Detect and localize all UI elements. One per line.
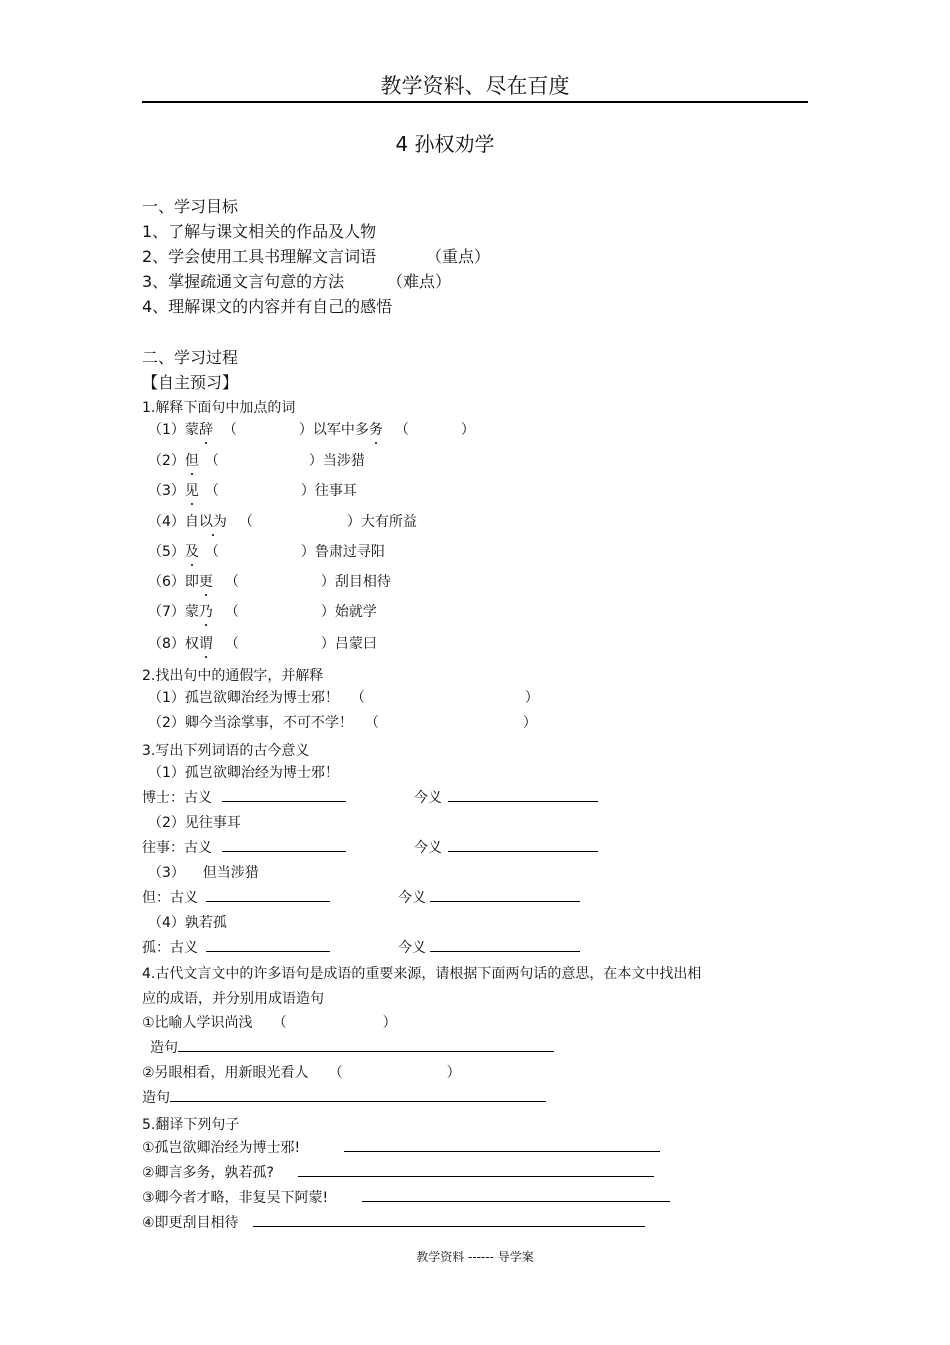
q1-dotted-word: 及 — [185, 541, 199, 561]
q1-context: 以军中多 — [312, 422, 369, 438]
q1-dotted-word: 见 — [185, 480, 199, 500]
q3-modern-blank[interactable] — [448, 787, 598, 802]
q2-answer-open: （ — [350, 690, 365, 706]
q5-sentence: ①孤岂欲卿治经为博士邪! — [142, 1140, 301, 1156]
q3-sentence: （4）孰若孤 — [148, 915, 227, 931]
q1-answer-close: ） — [320, 604, 335, 620]
q5-heading: 5.翻译下列句子 — [142, 1117, 240, 1133]
objectives-heading: 一、学习目标 — [142, 197, 239, 216]
q1-dotted-word: 但 — [185, 450, 199, 470]
q1-number: （1） — [148, 422, 185, 438]
q4-sentence-blank[interactable] — [178, 1037, 554, 1052]
q3-sentence: （3） 但当涉猎 — [148, 865, 259, 881]
q3-modern-label: 今义 — [414, 840, 442, 856]
objective-item: 4、理解课文的内容并有自己的感悟 — [142, 297, 393, 316]
q5-item — [142, 1137, 660, 1157]
objective-tag: （难点） — [387, 272, 452, 291]
q5-answer-blank[interactable] — [344, 1137, 660, 1152]
q5-answer-blank[interactable] — [253, 1212, 645, 1227]
objective-item: 2、学会使用工具书理解文言词语 — [142, 247, 377, 266]
q5-answer-blank[interactable] — [362, 1187, 670, 1202]
q1-context: 吕蒙曰 — [334, 636, 377, 652]
q3-ancient-blank[interactable] — [206, 887, 330, 902]
q1-context: 鲁肃过寻阳 — [314, 544, 385, 560]
q1-answer-open: （ — [224, 604, 239, 620]
q1-number: （4） — [148, 514, 185, 530]
q3-ancient-blank[interactable] — [222, 787, 346, 802]
q3-sentence: （2）见往事耳 — [148, 815, 241, 831]
q1-number: （8） — [148, 636, 185, 652]
q1-answer-close: ） — [460, 422, 475, 438]
q5-item — [142, 1212, 645, 1232]
q1-answer-close: ） — [346, 514, 361, 530]
q4-sentence-row — [150, 1037, 554, 1057]
q1-context: 当涉猎 — [322, 453, 365, 469]
q1-row — [148, 450, 365, 470]
q2-row — [148, 687, 539, 707]
q1-number: （5） — [148, 544, 185, 560]
objective-item: 3、掌握疏通文言句意的方法 — [142, 272, 345, 291]
q1-answer-close: ） — [320, 636, 335, 652]
q4-instructions-cont: 应的成语，并分别用成语造句 — [142, 991, 324, 1007]
q1-word: 自 — [184, 514, 199, 530]
page-footer: 教学资料 ------ 导学案 — [416, 1250, 534, 1264]
q4-make-label: 造句 — [142, 1090, 170, 1106]
q3-modern-blank[interactable] — [448, 837, 598, 852]
q1-answer-close: ） — [300, 544, 315, 560]
q1-context: 往事耳 — [314, 483, 357, 499]
q5-item — [142, 1187, 670, 1207]
q3-ancient-label: 往事：古义 — [142, 840, 212, 856]
q3-ancient-label: 孤：古义 — [142, 940, 198, 956]
q1-word: 蒙 — [184, 604, 199, 620]
q1-row — [148, 541, 385, 561]
q4-answer-close: ） — [446, 1065, 461, 1081]
q3-ancient-blank[interactable] — [222, 837, 346, 852]
q1-row — [148, 511, 417, 531]
q1-number: （6） — [148, 574, 185, 590]
q1-word: 即 — [184, 574, 199, 590]
q4-instructions: 4.古代文言文中的许多语句是成语的重要来源，请根据下面两句话的意思，在本文中找出相 — [142, 966, 702, 982]
q3-term-row — [142, 887, 580, 907]
q2-answer-close: ） — [522, 715, 537, 731]
q4-answer-open: （ — [328, 1065, 343, 1081]
q1-dotted-word: 以为 — [199, 511, 227, 531]
objective-item: 1、了解与课文相关的作品及人物 — [142, 222, 377, 241]
q3-modern-label: 今义 — [414, 790, 442, 806]
q2-sentence: （2）卿今当涂掌事，不可不学！ — [148, 715, 353, 731]
q3-ancient-blank[interactable] — [206, 937, 330, 952]
q3-modern-blank[interactable] — [430, 937, 580, 952]
q4-prompt: ①比喻人学识尚浅 — [142, 1015, 253, 1031]
q4-item — [142, 1012, 397, 1032]
q4-sentence-row — [142, 1087, 546, 1107]
q1-word: 权 — [184, 636, 199, 652]
q3-modern-label: 今义 — [398, 890, 426, 906]
q4-sentence-blank[interactable] — [170, 1087, 546, 1102]
q1-answer-open: （ — [224, 636, 239, 652]
q1-row — [148, 571, 391, 591]
q3-term-row — [142, 837, 598, 857]
q1-answer-open: （ — [238, 514, 253, 530]
q1-answer-open: （ — [204, 453, 219, 469]
q1-number: （3） — [148, 483, 185, 499]
q1-row — [148, 633, 377, 653]
q1-answer-close: ） — [308, 453, 323, 469]
q1-answer-open: （ — [394, 422, 409, 438]
q1-answer-open: （ — [224, 574, 239, 590]
page-header: 教学资料、尽在百度 — [380, 74, 570, 98]
q3-ancient-label: 但：古义 — [142, 890, 198, 906]
q2-answer-close: ） — [524, 690, 539, 706]
q3-ancient-label: 博士：古义 — [142, 790, 212, 806]
q5-sentence: ④即更刮目相待 — [142, 1215, 239, 1231]
q1-heading: 1.解释下面句中加点的词 — [142, 400, 296, 416]
q4-prompt: ②另眼相看，用新眼光看人 — [142, 1065, 309, 1081]
q4-item — [142, 1062, 461, 1082]
process-heading: 二、学习过程 — [142, 348, 239, 367]
preview-heading: 【自主预习】 — [142, 373, 239, 392]
q3-sentence: （1）孤岂欲卿治经为博士邪！ — [148, 765, 339, 781]
header-rule — [142, 101, 808, 103]
lesson-title: 4 孙权劝学 — [395, 132, 495, 156]
q5-sentence: ②卿言多务，孰若孤? — [142, 1165, 274, 1181]
q1-answer-open: （ — [222, 422, 237, 438]
q4-answer-open: （ — [272, 1015, 287, 1031]
q2-answer-open: （ — [364, 715, 379, 731]
q3-term-row — [142, 787, 598, 807]
q1-word: 蒙 — [184, 422, 199, 438]
q1-context: 始就学 — [334, 604, 377, 620]
q1-context: 大有所益 — [360, 514, 417, 530]
q1-answer-open: （ — [204, 483, 219, 499]
q1-dotted-word: 更 — [199, 571, 213, 591]
q1-number: （2） — [148, 453, 185, 469]
q4-answer-close: ） — [382, 1015, 397, 1031]
q1-row — [148, 419, 475, 439]
q2-sentence: （1）孤岂欲卿治经为博士邪！ — [148, 690, 339, 706]
q5-item — [142, 1162, 654, 1182]
q1-number: （7） — [148, 604, 185, 620]
q5-answer-blank[interactable] — [298, 1162, 654, 1177]
q1-answer-close: ） — [320, 574, 335, 590]
q1-dotted-word: 乃 — [199, 601, 213, 621]
q1-context: 刮目相待 — [334, 574, 391, 590]
q3-term-row — [142, 937, 580, 957]
q1-answer-open: （ — [204, 544, 219, 560]
q1-row — [148, 480, 357, 500]
q2-heading: 2.找出句中的通假字，并解释 — [142, 668, 324, 684]
objective-tag: （重点） — [426, 247, 491, 266]
q1-dotted-word: 谓 — [199, 633, 213, 653]
q1-dotted-word: 辞 — [199, 419, 213, 439]
q3-modern-blank[interactable] — [430, 887, 580, 902]
q1-dotted-word: 务 — [369, 419, 383, 439]
q3-modern-label: 今义 — [398, 940, 426, 956]
q2-row — [148, 712, 537, 732]
q5-sentence: ③卿今者才略，非复吴下阿蒙! — [142, 1190, 329, 1206]
q3-heading: 3.写出下列词语的古今意义 — [142, 743, 310, 759]
q1-answer-close: ） — [300, 483, 315, 499]
q4-make-label: 造句 — [150, 1040, 178, 1056]
q1-row — [148, 601, 377, 621]
q1-answer-close: ） — [298, 422, 313, 438]
